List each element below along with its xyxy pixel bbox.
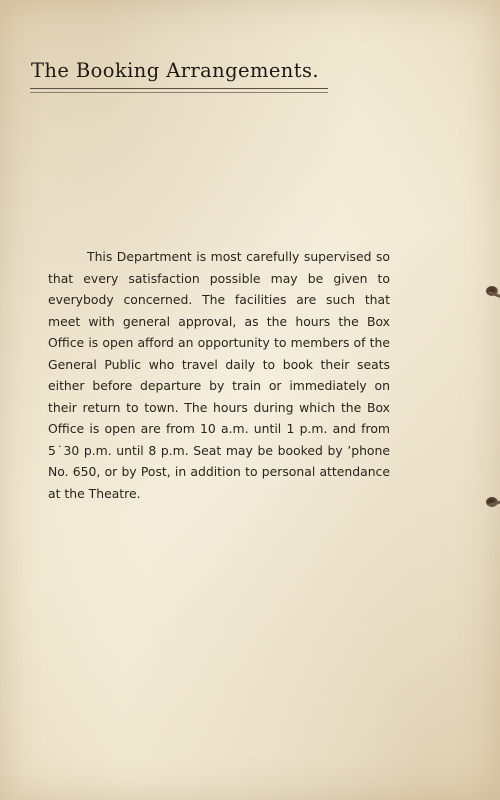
- title-underline: [30, 88, 328, 89]
- page-title: The Booking Arrangements.: [31, 59, 319, 82]
- title-underline-secondary: [30, 92, 328, 93]
- binding-string-top: [488, 291, 500, 299]
- body-paragraph: This Department is most carefully supervised so that every satisfaction possible may be given to everybody concerned. The facilities are such that meet with general approval, as the hours the Box Office is open afford an opportunity to members of the General Public who travel daily to book their seats either before departure by train or immediately on their return to town. The hours during which the Box Office is open are from 10 a.m. until 1 p.m. and from 5˙30 p.m. until 8 p.m. Seat may be booked by ’phone No. 650, or by Post, in addition to personal attendance at the Theatre.: [48, 249, 390, 501]
